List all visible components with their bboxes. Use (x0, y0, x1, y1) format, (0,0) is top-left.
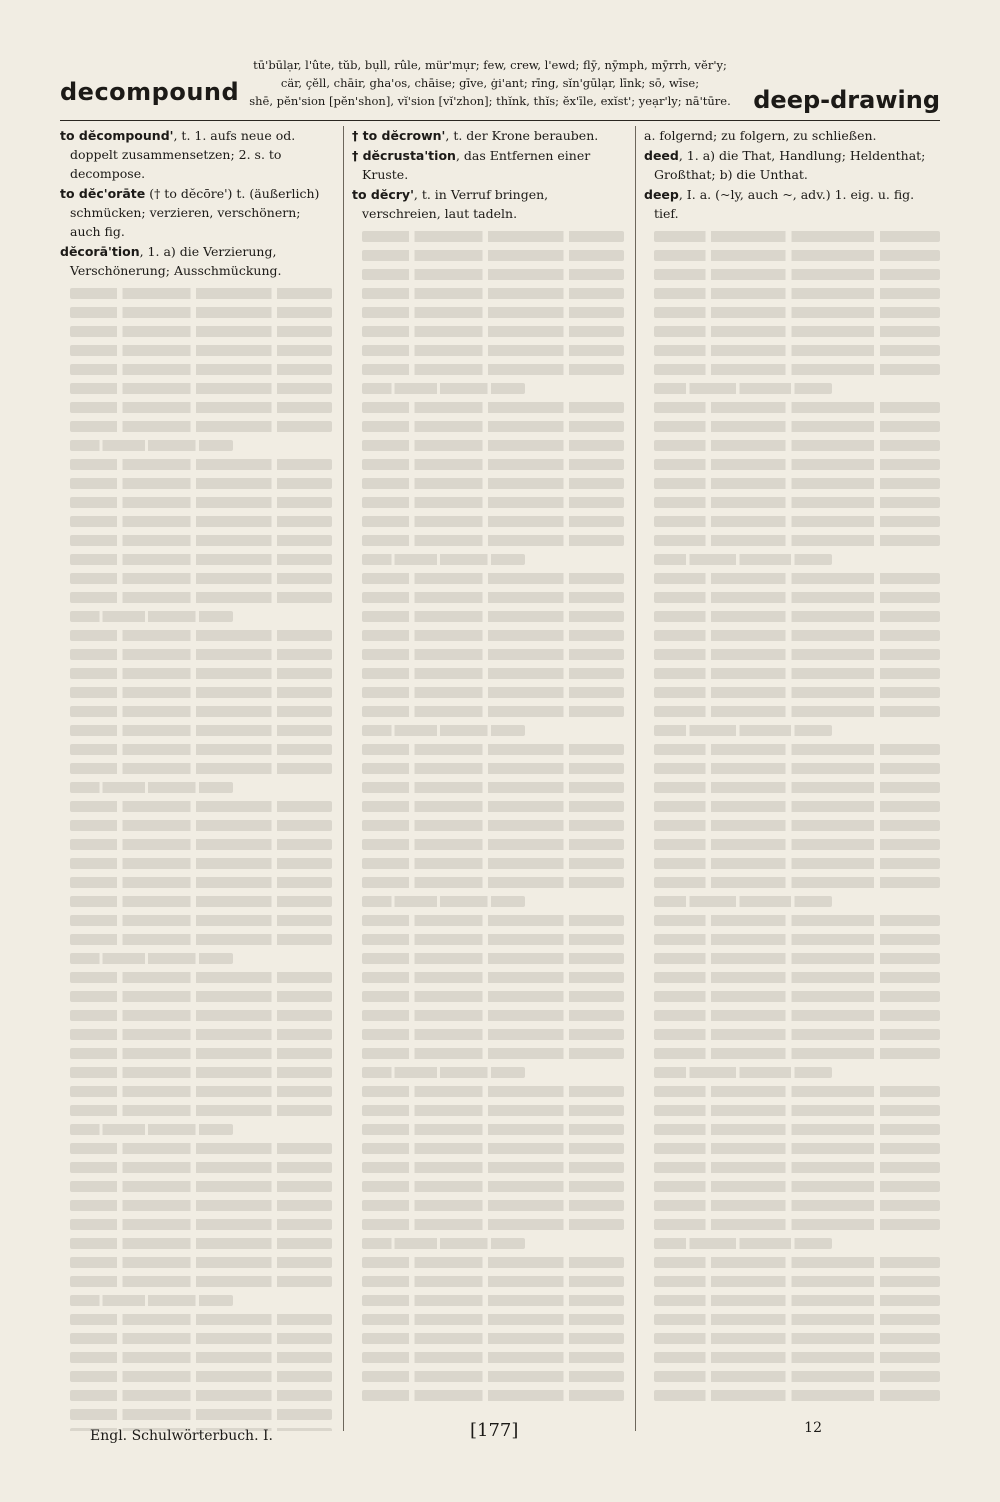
text-line (362, 1048, 624, 1059)
text-line (70, 649, 332, 660)
text-line (70, 497, 332, 508)
column-1 (60, 126, 332, 1431)
text-line (362, 1124, 624, 1135)
pronunciation-key-line: cär, çĕll, chāir, gha'os, chāise; gīve, ġi'ant; rīng, sĭn'gūlạr, līnk; sō, wīse; (280, 76, 700, 90)
text-line (70, 459, 332, 470)
text-line (70, 782, 233, 793)
text-line (654, 839, 940, 850)
text-line (654, 497, 940, 508)
text-line (362, 972, 624, 983)
text-line (362, 1181, 624, 1192)
text-line (70, 820, 332, 831)
text-line (70, 1124, 233, 1135)
text-line (362, 1352, 624, 1363)
text-line (362, 725, 525, 736)
text-line (362, 478, 624, 489)
text-line (362, 1295, 624, 1306)
text-line (654, 1238, 832, 1249)
entry (644, 185, 940, 223)
definition: , 1. a) die That, Handlung; Heldenthat; Großthat; b) die Unthat. (654, 148, 926, 182)
text-line (654, 516, 940, 527)
text-line (362, 326, 624, 337)
text-line (362, 706, 624, 717)
footer-title: Engl. Schulwörterbuch. I. (90, 1428, 273, 1444)
text-line (362, 649, 624, 660)
text-line (70, 991, 332, 1002)
definition: , das Entfernen einer Kruste. (362, 148, 591, 182)
text-line (362, 1010, 624, 1021)
text-line (70, 1162, 332, 1173)
definition: , t. 1. aufs neue od. doppelt zusammensetzen; 2. s. to decompose. (70, 128, 296, 181)
text-line (654, 1124, 940, 1135)
text-line (654, 1276, 940, 1287)
text-line (70, 421, 332, 432)
text-line (654, 991, 940, 1002)
text-line (70, 1257, 332, 1268)
text-line (654, 250, 940, 261)
text-line (70, 1314, 332, 1325)
text-line (654, 231, 940, 242)
text-line (654, 953, 940, 964)
text-line (654, 478, 940, 489)
headword: † to dĕcrown' (352, 128, 446, 143)
text-line (362, 1200, 624, 1211)
text-line (654, 1257, 940, 1268)
text-line (362, 668, 624, 679)
text-line (362, 345, 624, 356)
text-line (362, 1067, 525, 1078)
text-line (70, 1238, 332, 1249)
column-divider (635, 126, 636, 1431)
entry (352, 185, 624, 223)
text-line (654, 649, 940, 660)
text-line (70, 1010, 332, 1021)
headword: to dĕcompound' (60, 128, 174, 143)
text-line (654, 1048, 940, 1059)
text-line (362, 421, 624, 432)
remaining-entries-placeholder (60, 288, 332, 1431)
text-line (362, 516, 624, 527)
entry (644, 126, 940, 145)
text-line (362, 630, 624, 641)
text-line (70, 383, 332, 394)
text-line (654, 744, 940, 755)
text-line (362, 307, 624, 318)
text-line (654, 877, 940, 888)
text-line (70, 1276, 332, 1287)
text-line (70, 1029, 332, 1040)
text-line (70, 744, 332, 755)
text-line (70, 1086, 332, 1097)
text-line (362, 383, 525, 394)
headword: dĕcorā'tion (60, 244, 140, 259)
text-line (654, 402, 940, 413)
text-line (362, 402, 624, 413)
text-line (362, 592, 624, 603)
text-line (70, 535, 332, 546)
text-line (654, 706, 940, 717)
text-line (362, 1333, 624, 1344)
text-line (654, 383, 832, 394)
text-line (654, 915, 940, 926)
text-line (70, 440, 233, 451)
text-line (362, 573, 624, 584)
pronunciation-key (200, 56, 780, 110)
text-line (70, 1181, 332, 1192)
entry (60, 126, 332, 183)
text-line (70, 554, 332, 565)
text-line (70, 1143, 332, 1154)
column-2 (352, 126, 624, 1431)
text-line (70, 668, 332, 679)
text-line (70, 858, 332, 869)
text-line (654, 573, 940, 584)
definition: , 1. a) die Verzierung, Verschönerung; Ausschmückung. (70, 244, 282, 278)
text-line (362, 250, 624, 261)
headword: deep (644, 187, 679, 202)
text-line (362, 877, 624, 888)
text-line (654, 1029, 940, 1040)
text-line (654, 1010, 940, 1021)
text-line (362, 1390, 624, 1401)
text-line (70, 1067, 332, 1078)
text-line (70, 915, 332, 926)
text-line (362, 459, 624, 470)
text-line (70, 934, 332, 945)
text-line (654, 459, 940, 470)
text-line (654, 1314, 940, 1325)
text-line (70, 1409, 332, 1420)
text-line (654, 1371, 940, 1382)
text-line (362, 1238, 525, 1249)
text-line (70, 1200, 332, 1211)
text-line (362, 687, 624, 698)
text-line (654, 820, 940, 831)
text-line (70, 402, 332, 413)
text-line (654, 611, 940, 622)
text-line (654, 326, 940, 337)
signature-mark: 12 (804, 1420, 822, 1436)
text-line (70, 611, 233, 622)
text-line (362, 744, 624, 755)
text-line (654, 1067, 832, 1078)
text-line (362, 1276, 624, 1287)
text-line (70, 1048, 332, 1059)
remaining-entries-placeholder (644, 231, 940, 1401)
entry (352, 146, 624, 184)
text-line (70, 1390, 332, 1401)
text-line (654, 440, 940, 451)
text-line (70, 839, 332, 850)
column-3 (644, 126, 940, 1431)
text-line (70, 326, 332, 337)
text-line (654, 934, 940, 945)
text-line (654, 288, 940, 299)
text-line (70, 953, 233, 964)
text-line (654, 345, 940, 356)
text-line (362, 269, 624, 280)
running-head-left: decompound (60, 78, 240, 106)
text-line (654, 782, 940, 793)
pronunciation-key-line: shē, pĕn'sion [pĕn'shon], vĭ'sion [vĭ'zhon]; thĭnk, thĭs; ĕx'īle, exĭst'; yeạr'ly; nā'tūre. (249, 94, 731, 108)
text-line (654, 1143, 940, 1154)
text-line (654, 592, 940, 603)
text-line (654, 554, 832, 565)
text-line (70, 1333, 332, 1344)
text-line (362, 1219, 624, 1230)
text-line (362, 934, 624, 945)
running-head-right: deep-drawing (753, 86, 940, 114)
definition: a. folgernd; zu folgern, zu schließen. (644, 128, 877, 143)
text-line (654, 630, 940, 641)
text-line (362, 1162, 624, 1173)
page-number: [177] (470, 1420, 519, 1441)
text-line (362, 991, 624, 1002)
text-line (70, 725, 332, 736)
text-line (362, 535, 624, 546)
text-line (70, 630, 332, 641)
text-line (70, 1105, 332, 1116)
headword: † dĕcrusta'tion (352, 148, 456, 163)
text-line (70, 307, 332, 318)
text-line (362, 1257, 624, 1268)
text-line (654, 421, 940, 432)
text-line (654, 1295, 940, 1306)
text-line (654, 972, 940, 983)
text-line (362, 1371, 624, 1382)
text-line (654, 896, 832, 907)
text-line (654, 269, 940, 280)
text-line (654, 1162, 940, 1173)
text-line (362, 1143, 624, 1154)
text-line (70, 687, 332, 698)
text-line (654, 668, 940, 679)
entry (60, 184, 332, 241)
text-line (70, 516, 332, 527)
text-line (70, 478, 332, 489)
text-line (654, 1181, 940, 1192)
text-line (70, 763, 332, 774)
text-line (70, 877, 332, 888)
entry (644, 146, 940, 184)
text-line (654, 763, 940, 774)
text-line (654, 1105, 940, 1116)
definition: († to dĕcōre') t. (äußerlich) schmücken; verzieren, verschönern; auch fig. (70, 186, 320, 239)
text-line (70, 573, 332, 584)
text-line (70, 1219, 332, 1230)
text-line (362, 915, 624, 926)
text-line (70, 364, 332, 375)
headword: deed (644, 148, 679, 163)
definition: , I. a. (~ly, auch ~, adv.) 1. eig. u. fig. tief. (654, 187, 915, 221)
headword: to dĕcry' (352, 187, 414, 202)
text-line (654, 1200, 940, 1211)
text-line (654, 725, 832, 736)
remaining-entries-placeholder (352, 231, 624, 1401)
text-line (70, 801, 332, 812)
text-line (654, 858, 940, 869)
text-line (362, 611, 624, 622)
entry (60, 242, 332, 280)
text-line (70, 1295, 233, 1306)
text-line (654, 307, 940, 318)
text-line (362, 497, 624, 508)
text-line (362, 1314, 624, 1325)
text-line (362, 763, 624, 774)
text-line (362, 1029, 624, 1040)
text-line (654, 364, 940, 375)
text-line (654, 1352, 940, 1363)
text-line (362, 364, 624, 375)
text-line (654, 687, 940, 698)
column-divider (343, 126, 344, 1431)
definition: , t. der Krone berauben. (445, 128, 599, 143)
text-line (654, 535, 940, 546)
text-line (70, 1371, 332, 1382)
text-line (70, 972, 332, 983)
text-line (362, 858, 624, 869)
text-line (654, 801, 940, 812)
text-line (654, 1390, 940, 1401)
text-line (362, 839, 624, 850)
text-line (70, 1352, 332, 1363)
text-line (362, 953, 624, 964)
text-line (70, 345, 332, 356)
text-line (362, 1105, 624, 1116)
text-line (362, 288, 624, 299)
text-line (362, 820, 624, 831)
text-line (362, 440, 624, 451)
text-line (362, 1086, 624, 1097)
text-line (70, 706, 332, 717)
text-line (362, 554, 525, 565)
text-line (654, 1086, 940, 1097)
text-line (70, 592, 332, 603)
text-line (362, 782, 624, 793)
entry (352, 126, 624, 145)
text-line (362, 231, 624, 242)
text-line (654, 1333, 940, 1344)
text-line (70, 896, 332, 907)
headword: to dĕc'orāte (60, 186, 146, 201)
text-line (362, 801, 624, 812)
pronunciation-key-line: tū'būlạr, l'ûte, tŭb, bụll, rûle, mür'mụr; few, crew, l'ewd; flȳ, nȳmph, mȳrrh, vĕr'y; (253, 58, 727, 72)
header-rule (60, 120, 940, 121)
text-line (362, 896, 525, 907)
text-line (654, 1219, 940, 1230)
definition: , t. in Verruf bringen, verschreien, laut tadeln. (362, 187, 549, 221)
text-line (70, 288, 332, 299)
